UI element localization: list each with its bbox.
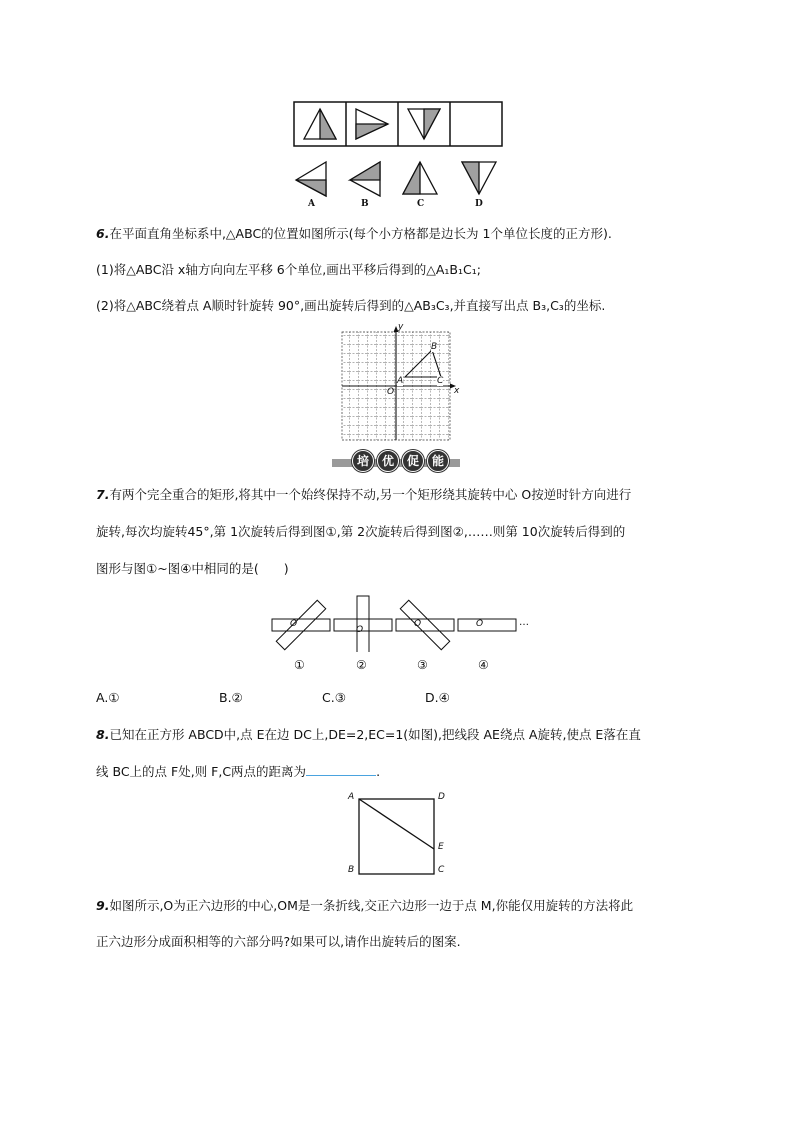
banner-char-3: 促	[402, 450, 424, 472]
y-axis-label: y	[398, 322, 404, 332]
q8-label-c: C	[438, 865, 445, 875]
q8-line1-text: 已知在正方形 ABCD中,点 E在边 DC上,DE=2,EC=1(如图),把线段 AE绕点 A旋转,使点 E落在直	[109, 727, 641, 742]
q7-line1-text: 有两个完全重合的矩形,将其中一个始终保持不动,另一个矩形绕其旋转中心 O按逆时针方向进行	[109, 487, 632, 502]
q5-sequence-figure	[292, 100, 504, 148]
q5-option-b-triangle	[350, 162, 380, 196]
q7-fig2	[334, 596, 392, 652]
point-a-label: A	[397, 376, 404, 386]
q7-option-c[interactable]: C.③	[322, 690, 346, 705]
q7-number: 7.	[96, 487, 110, 502]
q5-option-label-d: D	[475, 199, 483, 209]
q5-box3-triangle	[408, 109, 440, 139]
q8-label-a: A	[348, 792, 355, 802]
q5-option-c-triangle	[403, 162, 437, 194]
q5-box2-triangle	[356, 109, 388, 139]
q7-fig1-center: O	[290, 619, 298, 629]
origin-label: O	[387, 387, 395, 397]
q7-line3: 图形与图①~图④中相同的是( )	[96, 561, 289, 576]
point-c-label: C	[437, 376, 444, 386]
q7-line2: 旋转,每次均旋转45°,第 1次旋转后得到图①,第 2次旋转后得到图②,……则第 10次旋转后得到的	[96, 524, 626, 539]
q6-part2: (2)将△ABC绕着点 A顺时针旋转 90°,画出旋转后得到的△AB₃C₃,并直接写出点 B₃,C₃的坐标.	[96, 298, 606, 313]
x-axis-label: x	[454, 386, 460, 396]
q7-fig-label-3: ③	[417, 658, 428, 672]
q7-fig4-center: O	[476, 619, 484, 629]
q7-fig2-center: O	[356, 625, 364, 635]
q8-label-b: B	[348, 865, 355, 875]
q8-square-figure	[358, 798, 436, 878]
q8-answer-blank[interactable]	[306, 763, 376, 776]
q7-fig3-center: O	[414, 619, 422, 629]
banner-char-4: 能	[427, 450, 449, 472]
q5-option-label-c: C	[417, 199, 425, 209]
q7-fig-label-1: ①	[294, 658, 305, 672]
q7-line1	[96, 487, 631, 503]
q7-option-b[interactable]: B.②	[219, 690, 243, 705]
q7-rectangles-figure	[268, 594, 532, 652]
q7-fig1	[272, 600, 330, 649]
q5-option-d-triangle	[462, 162, 496, 194]
q8-number: 8.	[96, 727, 110, 742]
q9-number: 9.	[96, 898, 110, 913]
q7-fig4	[458, 619, 516, 631]
q5-option-a-triangle	[296, 162, 326, 196]
q6-stem-text: 在平面直角坐标系中,△ABC的位置如图所示(每个小方格都是边长为 1个单位长度的正方形).	[109, 226, 612, 241]
q8-line1	[96, 727, 641, 743]
q5-option-label-b: B	[361, 199, 369, 209]
q7-option-a[interactable]: A.①	[96, 690, 120, 705]
q6-number: 6.	[96, 226, 110, 241]
q9-line1	[96, 898, 633, 914]
q6-coordinate-figure	[340, 322, 462, 472]
q9-line2: 正六边形分成面积相等的六部分吗?如果可以,请作出旋转后的图案.	[96, 934, 461, 949]
q6-part1: (1)将△ABC沿 x轴方向向左平移 6个单位,画出平移后得到的△A₁B₁C₁;	[96, 262, 481, 277]
q7-option-d[interactable]: D.④	[425, 690, 450, 705]
q7-fig-label-4: ④	[478, 658, 489, 672]
q8-label-e: E	[438, 842, 444, 852]
banner	[352, 450, 449, 472]
q8-label-d: D	[438, 792, 445, 802]
q5-options-figure	[290, 158, 510, 198]
point-b-label: B	[431, 342, 438, 352]
q7-fig-label-2: ②	[356, 658, 367, 672]
q8-line2	[96, 763, 380, 780]
banner-char-2: 优	[377, 450, 399, 472]
q7-ellipsis: …	[519, 617, 529, 628]
q8-line2-text: 线 BC上的点 F处,则 F,C两点的距离为	[96, 764, 307, 779]
banner-char-1: 培	[352, 450, 374, 472]
q9-line1-text: 如图所示,O为正六边形的中心,OM是一条折线,交正六边形一边于点 M,你能仅用旋转的方法将此	[109, 898, 634, 913]
q8-line2-end: .	[376, 764, 381, 779]
q5-box1-triangle	[304, 109, 336, 139]
q5-option-label-a: A	[308, 199, 315, 209]
q7-fig3	[396, 600, 454, 649]
q6-stem	[96, 226, 612, 242]
